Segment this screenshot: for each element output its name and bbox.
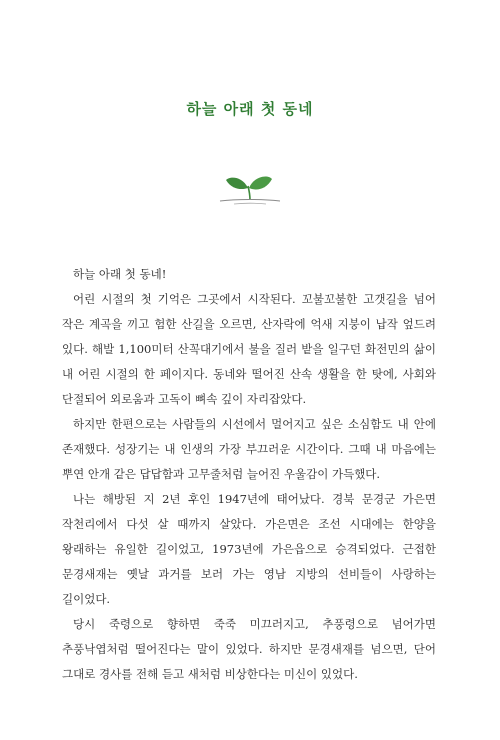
paragraph-3: 하지만 한편으로는 사람들의 시선에서 멀어지고 싶은 소심함도 내 안에 존재했다. 성장기는 내 인생의 가장 부끄러운 시간이다. 그때 내 마음에는 뿌연 안개 같은 답답함과 고무줄처럼 늘어진 우울감이 가득했다.: [62, 417, 436, 481]
paragraph-4: 나는 해방된 지 2년 후인 1947년에 태어났다. 경북 문경군 가은면 작천리에서 다섯 살 때까지 살았다. 가은면은 조선 시대에는 한양을 왕래하는 유일한 길이었고, 1973년에 가은읍으로 승격되었다. 근접한 문경새재는 옛날 과거를 보러 가는 영남 지방의 선비들이 사랑하는 길이었다.: [62, 492, 436, 606]
paragraph-1: 하늘 아래 첫 동네!: [73, 267, 167, 281]
paragraph-5: 당시 죽령으로 향하면 죽죽 미끄러지고, 추풍령으로 넘어가면 추풍낙엽처럼 떨어진다는 말이 있었다. 하지만 문경새재를 넘으면, 단어 그대로 경사를 전해 듣고 새처럼 비상한다는 미신이 있었다.: [62, 617, 436, 681]
body-text: [62, 262, 436, 687]
chapter-title: 하늘 아래 첫 동네: [186, 100, 314, 118]
sprout-icon: [216, 170, 284, 210]
paragraph-2: 어린 시절의 첫 기억은 그곳에서 시작된다. 꼬불꼬불한 고갯길을 넘어 작은 계곡을 끼고 험한 산길을 오르면, 산자락에 억새 지붕이 납작 엎드려 있다. 해발 1,100미터 산꼭대기에서 불을 질러 밭을 일구던 화전민의 삶이 내 어린 시절의 한 페이지다. 동네와 떨어진 산속 생활을 한 탓에, 사회와 단절되어 외로움과 고독이 뼈속 깊이 자리잡았다.: [62, 292, 436, 406]
